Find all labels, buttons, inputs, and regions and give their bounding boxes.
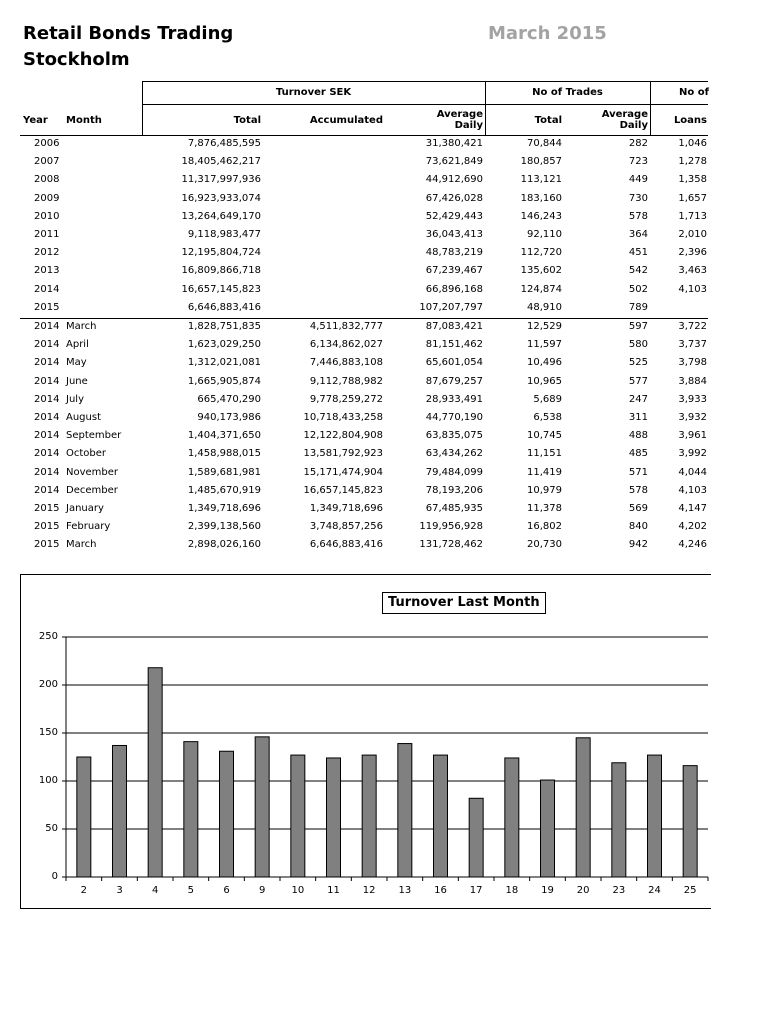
cell-trades: 12,529 <box>527 321 562 332</box>
y-tick-label: 150 <box>38 727 58 738</box>
group-loans: No of <box>679 87 709 98</box>
cell-loans: 3,992 <box>678 448 707 460</box>
cell-loans: 1,657 <box>678 192 707 204</box>
cell-tavg: 247 <box>628 393 648 405</box>
group-trades: No of Trades <box>532 87 603 98</box>
cell-trades: 10,745 <box>527 430 562 442</box>
table-row <box>0 482 768 500</box>
col-month: Month <box>66 115 102 126</box>
cell-acc: 13,581,792,923 <box>303 448 383 460</box>
cell-tavg: 311 <box>628 412 648 423</box>
cell-avg: 87,679,257 <box>425 375 483 387</box>
table-row <box>0 445 768 463</box>
cell-month: April <box>66 339 89 351</box>
cell-avg: 131,728,462 <box>419 539 483 551</box>
cell-trades: 11,378 <box>527 503 562 514</box>
cell-total: 1,458,988,015 <box>187 448 261 460</box>
cell-trades: 180,857 <box>520 156 562 168</box>
cell-year: 2015 <box>34 521 60 533</box>
cell-total: 11,317,997,936 <box>181 174 261 186</box>
cell-avg: 79,484,099 <box>425 466 483 478</box>
cell-total: 1,623,029,250 <box>187 339 261 351</box>
cell-tavg: 597 <box>628 321 648 332</box>
cell-loans: 4,246 <box>678 539 707 551</box>
cell-trades: 20,730 <box>527 539 562 551</box>
table-row <box>0 427 768 445</box>
cell-month: August <box>66 412 101 423</box>
col-year: Year <box>23 115 48 126</box>
cell-acc: 16,657,145,823 <box>303 484 383 496</box>
cell-trades: 10,979 <box>527 484 562 496</box>
cell-trades: 6,538 <box>533 412 562 423</box>
col-avg-daily-line1: Average <box>436 109 483 120</box>
col-trades-avg <box>602 109 648 131</box>
cell-year: 2014 <box>34 339 60 351</box>
table-row <box>0 536 768 554</box>
x-tick-label: 2 <box>80 885 88 896</box>
cell-loans: 2,010 <box>678 229 707 240</box>
cell-total: 1,589,681,981 <box>187 466 261 478</box>
y-tick-label: 100 <box>38 775 58 786</box>
table-row <box>0 244 768 262</box>
cell-avg: 107,207,797 <box>419 301 483 313</box>
group-turnover: Turnover SEK <box>275 87 352 98</box>
table-row <box>0 208 768 226</box>
cell-loans: 3,961 <box>678 430 707 442</box>
cell-month: January <box>66 503 104 514</box>
cell-total: 1,485,670,919 <box>187 484 261 496</box>
table-row <box>0 262 768 280</box>
cell-acc: 3,748,857,256 <box>309 521 383 533</box>
table-row <box>0 354 768 372</box>
cell-month: March <box>66 539 97 551</box>
x-tick-label: 12 <box>362 885 376 896</box>
cell-tavg: 502 <box>628 283 648 295</box>
cell-trades: 10,496 <box>527 357 562 369</box>
cell-avg: 65,601,054 <box>425 357 483 369</box>
x-tick-label: 4 <box>151 885 159 896</box>
cell-year: 2007 <box>34 156 60 168</box>
cell-month: July <box>66 393 84 405</box>
cell-tavg: 542 <box>628 265 648 277</box>
table-row <box>0 153 768 171</box>
cell-total: 13,264,649,170 <box>181 210 261 222</box>
cell-avg: 67,239,467 <box>425 265 483 277</box>
cell-year: 2014 <box>34 283 60 295</box>
x-tick-label: 5 <box>187 885 195 896</box>
cell-avg: 119,956,928 <box>419 521 483 533</box>
cell-month: December <box>66 484 118 496</box>
cell-loans: 3,933 <box>678 393 707 405</box>
cell-avg: 52,429,443 <box>425 210 483 222</box>
cell-avg: 28,933,491 <box>425 393 483 405</box>
table-row <box>0 226 768 244</box>
x-tick-label: 9 <box>258 885 266 896</box>
cell-year: 2014 <box>34 466 60 478</box>
cell-year: 2013 <box>34 265 60 277</box>
cell-acc: 1,349,718,696 <box>309 503 383 514</box>
cell-month: June <box>66 375 88 387</box>
title-line-2: Stockholm <box>23 49 130 70</box>
cell-avg: 66,896,168 <box>425 283 483 295</box>
cell-loans: 1,358 <box>678 174 707 186</box>
cell-year: 2014 <box>34 321 60 332</box>
cell-tavg: 730 <box>628 192 648 204</box>
x-tick-label: 10 <box>291 885 305 896</box>
cell-acc: 4,511,832,777 <box>309 321 383 332</box>
cell-avg: 81,151,462 <box>425 339 483 351</box>
cell-total: 18,405,462,217 <box>181 156 261 168</box>
table-row <box>0 135 768 153</box>
cell-year: 2014 <box>34 448 60 460</box>
cell-month: March <box>66 321 97 332</box>
cell-loans: 4,103 <box>678 484 707 496</box>
cell-total: 1,349,718,696 <box>187 503 261 514</box>
table-row <box>0 373 768 391</box>
cell-total: 1,828,751,835 <box>187 321 261 332</box>
report-date: March 2015 <box>488 23 607 44</box>
cell-year: 2014 <box>34 357 60 369</box>
cell-total: 1,404,371,650 <box>187 430 261 442</box>
cell-year: 2012 <box>34 247 60 259</box>
page-title <box>23 21 233 73</box>
x-tick-label: 18 <box>505 885 519 896</box>
cell-total: 12,195,804,724 <box>181 247 261 259</box>
cell-month: November <box>66 466 119 478</box>
cell-trades: 124,874 <box>520 283 562 295</box>
cell-year: 2014 <box>34 393 60 405</box>
cell-loans: 2,396 <box>678 247 707 259</box>
cell-loans: 1,278 <box>678 156 707 168</box>
cell-acc: 7,446,883,108 <box>309 357 383 369</box>
x-tick-label: 6 <box>223 885 230 896</box>
x-tick-label: 20 <box>576 885 590 896</box>
cell-tavg: 488 <box>628 430 648 442</box>
col-avg-daily <box>437 109 483 131</box>
cell-total: 1,665,905,874 <box>187 375 261 387</box>
table-row <box>0 299 768 317</box>
col-trades-avg-line1: Average <box>601 109 648 120</box>
cell-trades: 146,243 <box>520 210 562 222</box>
cell-trades: 183,160 <box>520 192 562 204</box>
cell-tavg: 578 <box>628 210 648 222</box>
cell-total: 7,876,485,595 <box>187 138 261 149</box>
table-row <box>0 391 768 409</box>
cell-loans: 3,722 <box>678 321 707 332</box>
cell-trades: 135,602 <box>520 265 562 277</box>
cell-loans: 1,046 <box>678 138 707 149</box>
table-row <box>0 500 768 518</box>
cell-avg: 67,426,028 <box>425 192 483 204</box>
cell-year: 2014 <box>34 375 60 387</box>
x-tick-label: 19 <box>541 885 554 896</box>
x-tick-label: 17 <box>469 885 483 896</box>
cell-trades: 16,802 <box>527 521 562 533</box>
cell-year: 2014 <box>34 412 60 423</box>
x-tick-label: 3 <box>116 885 123 896</box>
cell-month: February <box>66 521 111 533</box>
col-trades-avg-line2: Daily <box>619 120 648 131</box>
cell-year: 2014 <box>34 430 60 442</box>
x-tick-label: 11 <box>327 885 340 896</box>
cell-trades: 10,965 <box>527 375 562 387</box>
x-tick-label: 16 <box>434 885 447 896</box>
cell-year: 2014 <box>34 484 60 496</box>
cell-acc: 15,171,474,904 <box>303 466 383 478</box>
cell-year: 2009 <box>34 192 60 204</box>
cell-trades: 70,844 <box>527 138 562 149</box>
cell-month: October <box>66 448 107 460</box>
cell-total: 665,470,290 <box>197 393 261 405</box>
cell-trades: 11,597 <box>527 339 562 351</box>
cell-total: 16,657,145,823 <box>181 283 261 295</box>
cell-tavg: 578 <box>628 484 648 496</box>
cell-trades: 112,720 <box>520 247 562 259</box>
cell-trades: 113,121 <box>520 174 562 186</box>
cell-acc: 9,778,259,272 <box>309 393 383 405</box>
cell-tavg: 723 <box>628 156 648 168</box>
cell-trades: 92,110 <box>527 229 562 240</box>
cell-acc: 6,646,883,416 <box>309 539 383 551</box>
cell-tavg: 571 <box>628 466 648 478</box>
header-top-line <box>142 81 708 82</box>
cell-trades: 48,910 <box>527 301 562 313</box>
cell-total: 2,399,138,560 <box>187 521 261 533</box>
cell-tavg: 789 <box>628 301 648 313</box>
table-row <box>0 518 768 536</box>
cell-avg: 44,770,190 <box>425 412 483 423</box>
cell-avg: 48,783,219 <box>425 247 483 259</box>
cell-total: 1,312,021,081 <box>187 357 261 369</box>
cell-tavg: 364 <box>628 229 648 240</box>
cell-trades: 5,689 <box>533 393 562 405</box>
table-row <box>0 464 768 482</box>
chart-title: Turnover Last Month <box>382 592 546 614</box>
cell-loans: 4,044 <box>678 466 707 478</box>
cell-loans: 3,798 <box>678 357 707 369</box>
cell-year: 2015 <box>34 503 60 514</box>
cell-total: 6,646,883,416 <box>187 301 261 313</box>
cell-avg: 44,912,690 <box>425 174 483 186</box>
cell-trades: 11,419 <box>527 466 562 478</box>
cell-year: 2008 <box>34 174 60 186</box>
cell-loans: 3,884 <box>678 375 707 387</box>
y-tick-label: 200 <box>38 679 58 690</box>
cell-loans: 1,713 <box>678 210 707 222</box>
table-row <box>0 171 768 189</box>
cell-avg: 78,193,206 <box>425 484 483 496</box>
cell-acc: 9,112,788,982 <box>309 375 383 387</box>
cell-acc: 10,718,433,258 <box>303 412 383 423</box>
cell-tavg: 449 <box>628 174 648 186</box>
cell-year: 2011 <box>34 229 60 240</box>
table-row <box>0 281 768 299</box>
cell-loans: 3,463 <box>678 265 707 277</box>
x-tick-label: 23 <box>612 885 626 896</box>
cell-year: 2006 <box>34 138 60 149</box>
chart-frame <box>20 574 711 909</box>
cell-loans: 3,932 <box>678 412 707 423</box>
cell-tavg: 525 <box>628 357 648 369</box>
cell-acc: 6,134,862,027 <box>309 339 383 351</box>
cell-tavg: 282 <box>628 138 648 149</box>
cell-avg: 67,485,935 <box>425 503 483 514</box>
cell-avg: 73,621,849 <box>425 156 483 168</box>
header-vline-3 <box>650 81 651 136</box>
cell-total: 2,898,026,160 <box>187 539 261 551</box>
cell-acc: 12,122,804,908 <box>303 430 383 442</box>
table-row <box>0 190 768 208</box>
cell-loans: 4,202 <box>678 521 707 533</box>
col-accumulated: Accumulated <box>309 115 383 126</box>
x-tick-label: 13 <box>398 885 412 896</box>
cell-avg: 63,835,075 <box>425 430 483 442</box>
x-tick-label: 25 <box>683 885 697 896</box>
y-tick-label: 250 <box>38 631 58 642</box>
col-total: Total <box>233 115 261 126</box>
cell-total: 940,173,986 <box>197 412 261 423</box>
cell-tavg: 485 <box>628 448 648 460</box>
cell-loans: 3,737 <box>678 339 707 351</box>
title-line-1: Retail Bonds Trading <box>23 23 234 44</box>
header-mid-line <box>142 104 708 105</box>
y-tick-label: 0 <box>51 871 58 882</box>
section-divider <box>20 318 708 319</box>
x-tick-label: 24 <box>648 885 661 896</box>
table-row <box>0 409 768 427</box>
table-row <box>0 336 768 354</box>
cell-loans: 4,103 <box>678 283 707 295</box>
cell-avg: 87,083,421 <box>425 321 483 332</box>
cell-avg: 36,043,413 <box>425 229 483 240</box>
cell-total: 16,809,866,718 <box>181 265 261 277</box>
cell-avg: 31,380,421 <box>425 138 483 149</box>
cell-tavg: 569 <box>628 503 648 514</box>
cell-tavg: 942 <box>628 539 648 551</box>
cell-loans: 4,147 <box>678 503 707 514</box>
cell-year: 2010 <box>34 210 60 222</box>
cell-month: September <box>66 430 122 442</box>
col-trades-total: Total <box>534 115 562 126</box>
cell-tavg: 577 <box>628 375 648 387</box>
cell-tavg: 451 <box>628 247 648 259</box>
col-loans: Loans <box>673 115 707 126</box>
cell-year: 2015 <box>34 539 60 551</box>
table-row <box>0 318 768 336</box>
cell-tavg: 840 <box>628 521 648 533</box>
cell-avg: 63,434,262 <box>425 448 483 460</box>
col-avg-daily-line2: Daily <box>454 120 483 131</box>
cell-total: 16,923,933,074 <box>181 192 261 204</box>
cell-year: 2015 <box>34 301 60 313</box>
y-tick-label: 50 <box>45 823 58 834</box>
cell-trades: 11,151 <box>527 448 562 460</box>
cell-month: May <box>66 357 87 369</box>
cell-tavg: 580 <box>628 339 648 351</box>
cell-total: 9,118,983,477 <box>187 229 261 240</box>
